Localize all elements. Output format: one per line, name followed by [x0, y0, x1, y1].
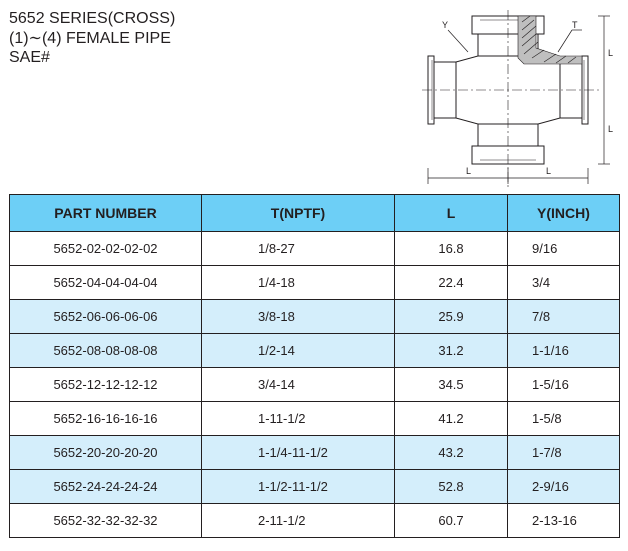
- cell-part-number: 5652-20-20-20-20: [10, 436, 202, 470]
- cell-l: 52.8: [395, 470, 508, 504]
- diagram-label-l-right: L: [546, 166, 552, 176]
- table-row: [10, 368, 620, 402]
- cell-l: 60.7: [395, 504, 508, 538]
- table-row: [10, 300, 620, 334]
- cell-t-nptf: 3/8-18: [202, 300, 395, 334]
- diagram-label-t: T: [572, 20, 578, 30]
- cell-y-inch: 1-5/8: [508, 402, 620, 436]
- table-row: [10, 436, 620, 470]
- cell-t-nptf: 1/4-18: [202, 266, 395, 300]
- table-row: [10, 402, 620, 436]
- cell-l: 22.4: [395, 266, 508, 300]
- table-row: [10, 232, 620, 266]
- cell-part-number: 5652-08-08-08-08: [10, 334, 202, 368]
- cell-y-inch: 1-1/16: [508, 334, 620, 368]
- diagram-label-l-left: L: [466, 166, 472, 176]
- series-subtitle: (1)∼(4) FEMALE PIPE: [9, 29, 171, 47]
- series-title: 5652 SERIES(CROSS): [9, 10, 176, 27]
- cell-part-number: 5652-16-16-16-16: [10, 402, 202, 436]
- col-header-l: L: [395, 195, 508, 232]
- cell-y-inch: 1-7/8: [508, 436, 620, 470]
- cell-t-nptf: 1/2-14: [202, 334, 395, 368]
- cell-part-number: 5652-32-32-32-32: [10, 504, 202, 538]
- table-row: [10, 504, 620, 538]
- table-row: [10, 266, 620, 300]
- cell-y-inch: 2-13-16: [508, 504, 620, 538]
- diagram-label-l-upper: L: [608, 48, 614, 58]
- cell-t-nptf: 3/4-14: [202, 368, 395, 402]
- series-standard: SAE#: [9, 49, 50, 66]
- col-header-t-nptf: T(NPTF): [202, 195, 395, 232]
- part-spec-table: [9, 194, 620, 538]
- cell-t-nptf: 1-1/2-11-1/2: [202, 470, 395, 504]
- cell-t-nptf: 2-11-1/2: [202, 504, 395, 538]
- cell-l: 16.8: [395, 232, 508, 266]
- cross-fitting-diagram: [410, 8, 615, 190]
- cell-t-nptf: 1/8-27: [202, 232, 395, 266]
- col-header-part-number: PART NUMBER: [10, 195, 202, 232]
- cell-y-inch: 3/4: [508, 266, 620, 300]
- cell-y-inch: 9/16: [508, 232, 620, 266]
- cell-t-nptf: 1-1/4-11-1/2: [202, 436, 395, 470]
- diagram-label-y: Y: [442, 20, 449, 30]
- cell-l: 25.9: [395, 300, 508, 334]
- cell-y-inch: 2-9/16: [508, 470, 620, 504]
- cell-l: 41.2: [395, 402, 508, 436]
- cell-part-number: 5652-04-04-04-04: [10, 266, 202, 300]
- cell-part-number: 5652-12-12-12-12: [10, 368, 202, 402]
- cell-part-number: 5652-24-24-24-24: [10, 470, 202, 504]
- col-header-y-inch: Y(INCH): [508, 195, 620, 232]
- table-header-row: [10, 195, 620, 232]
- series-title-block: [9, 9, 175, 68]
- table-row: [10, 470, 620, 504]
- cell-l: 43.2: [395, 436, 508, 470]
- table-row: [10, 334, 620, 368]
- cell-part-number: 5652-06-06-06-06: [10, 300, 202, 334]
- cell-l: 34.5: [395, 368, 508, 402]
- cell-part-number: 5652-02-02-02-02: [10, 232, 202, 266]
- diagram-label-l-lower: L: [608, 124, 614, 134]
- cell-y-inch: 7/8: [508, 300, 620, 334]
- cell-t-nptf: 1-11-1/2: [202, 402, 395, 436]
- cell-l: 31.2: [395, 334, 508, 368]
- cell-y-inch: 1-5/16: [508, 368, 620, 402]
